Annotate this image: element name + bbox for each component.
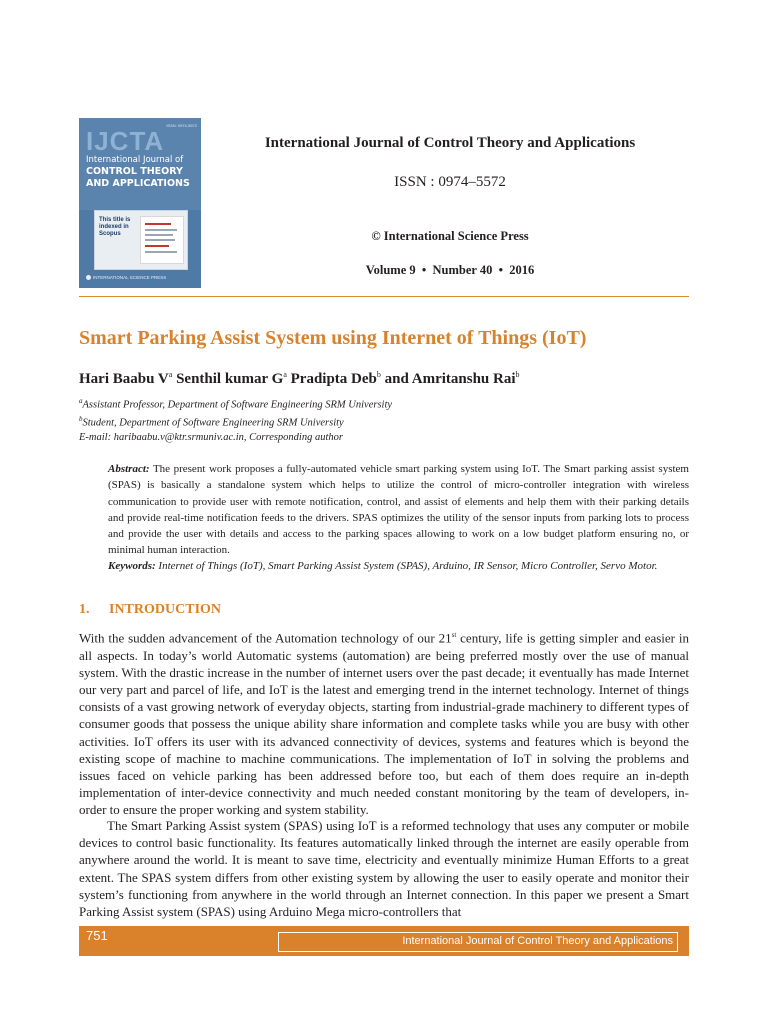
volume-issue-year: Volume 9 • Number 40 • 2016: [365, 263, 535, 277]
abstract-text: The present work proposes a fully-automated vehicle smart parking system using IoT. The Smart parking assist system (SPAS) is basically a standalone system which helps to utilize the control of micro-controller integration with wireless communication to provide user with remote notification, control, and assist of elements and help them with their parking details and provide real-time notification feeds to the drivers. SPAS optimizes the utility of the sensor inputs from parking lots to process and provide the user with details and access to the parking spaces allowing to work on a low budget platform ensuring no, or minimal human interaction.: [108, 463, 689, 557]
cover-scopus-inset: [94, 210, 188, 270]
author-name: Senthil kumar G: [176, 371, 284, 387]
abstract: [108, 461, 689, 559]
author-affiliation-mark: a: [283, 370, 287, 379]
section-title: INTRODUCTION: [109, 602, 222, 617]
authors-conjunction: and: [384, 371, 409, 387]
paper-title: Smart Parking Assist System using Internet of Things (IoT): [79, 327, 587, 349]
cover-title-line3: AND APPLICATIONS: [86, 178, 190, 189]
author-affiliation-mark: b: [515, 370, 520, 379]
page-number: 751: [86, 928, 108, 943]
journal-cover-image: [79, 118, 201, 288]
cover-title: [86, 154, 198, 190]
cover-logo: IJCTA: [86, 126, 165, 156]
intro-paragraph-2: The Smart Parking Assist system (SPAS) using IoT is a reformed technology that uses any computer or mobile devices to control basic functionality. Its features automatically linked through the internet are easily operable from anywhere around the world. It is meant to save time, electricity and eventually minimize Human Efforts to a great extent. The SPAS system differs from other existing system by allowing the user to easily operate and monitor their system’s functioning from anywhere in the world through an Internet connection. In this paper we present a Smart Parking Assist system (SPAS) using Arduino Mega micro-controllers that: [79, 818, 689, 920]
cover-inset-panel: [140, 216, 184, 264]
author-affiliation-mark: b: [376, 370, 381, 379]
corresponding-email: E-mail: haribaabu.v@ktr.srmuniv.ac.in, Corresponding author: [79, 432, 343, 443]
publisher-logo-icon: [86, 275, 91, 280]
affiliation-text: Student, Department of Software Engineering SRM University: [82, 417, 344, 429]
affiliation-text: Assistant Professor, Department of Software Engineering SRM University: [82, 399, 393, 411]
author-affiliation-mark: a: [168, 370, 173, 379]
cover-publisher: [86, 275, 166, 280]
footer-journal-name: International Journal of Control Theory and Applications: [402, 935, 673, 947]
affiliation-a: [79, 397, 392, 411]
cover-issn: ISSN: 0974-5572: [166, 123, 197, 128]
author-list: [79, 370, 520, 388]
author-name: Amritanshu Rai: [411, 371, 516, 387]
publisher-copyright: © International Science Press: [371, 229, 529, 243]
cover-inset-text: This title is indexed in Scopus: [99, 217, 131, 237]
section-number: 1.: [79, 602, 90, 617]
cover-title-line2: CONTROL THEORY: [86, 166, 183, 177]
author-name: Hari Baabu V: [79, 371, 169, 387]
header-divider: [79, 296, 689, 297]
journal-name: International Journal of Control Theory and Applications: [264, 135, 636, 151]
affiliation-mark: b: [79, 415, 83, 423]
section-heading: [79, 602, 221, 618]
paragraph-text: With the sudden advancement of the Automation technology of our 21: [79, 630, 452, 646]
journal-issn: ISSN : 0974–5572: [394, 174, 506, 190]
paragraph-text: century, life is getting simpler and easier in all aspects. In today’s world Automatic systems (automation) are being preferred mostly over the use of manual system. With the drastic increase in the number of internet users over the past decade; it eventually has made Internet our very part and parcel of life, and IoT is the latest and emerging trend in the internet technology. Internet of things consists of a vast growing network of everyday objects, starting from industrial-grade machinery to different types of consumer goods that possess the unique ability share information and complete tasks while you are busy with other activities. IoT offers its user with its advanced connectivity of devices, systems and features which is beyond the existing scope of machine to machine communications. The implementation of IoT in solving the problems and issues faced on vehicle parking has been addressed before too, but each of them does require an in-depth implementation of inter-device connectivity and much needed constant monitoring by the team of developers, in-order to ensure the proper working and system stability.: [79, 630, 690, 818]
footer-journal-box: [278, 932, 678, 952]
intro-paragraph-1: [79, 627, 689, 819]
ordinal-superscript: st: [451, 631, 457, 639]
cover-publisher-name: INTERNATIONAL SCIENCE PRESS: [93, 275, 167, 280]
keywords-label: Keywords:: [108, 560, 156, 572]
abstract-label: Abstract:: [108, 463, 150, 475]
affiliation-mark: a: [79, 397, 83, 405]
keywords-text: Internet of Things (IoT), Smart Parking Assist System (SPAS), Arduino, IR Sensor, Micro Controller, Servo Motor.: [158, 560, 658, 572]
affiliation-b: [79, 415, 344, 429]
keywords: [108, 558, 689, 574]
cover-title-line1: International Journal of: [86, 155, 184, 165]
author-name: Pradipta Deb: [290, 371, 377, 387]
